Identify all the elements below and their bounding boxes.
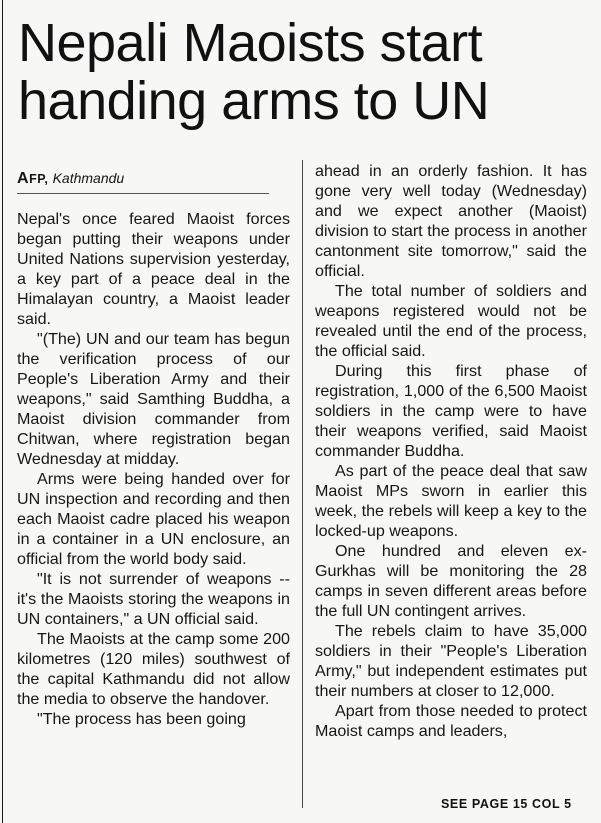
article-paragraph: Arms were being handed over for UN inspection and recording and then each Maoist cadre placed his weapon in a container in a UN enclosure, an official from the world body said. [17,470,290,568]
headline-line-1: Nepali Maoists start [18,13,483,73]
continued-jump-line: SEE PAGE 15 COL 5 [441,797,572,811]
column-divider [302,160,303,808]
article-paragraph: Apart from those needed to protect Maoist camps and leaders, [315,702,587,740]
article-paragraph: The rebels claim to have 35,000 soldiers in their "People's Liberation Army," but independent estimates put their numbers at closer to 12,000. [315,622,587,700]
dateline-agency-rest: FP, [29,172,49,186]
article-paragraph: Nepal's once feared Maoist forces began putting their weapons under United Nations supervision yesterday, a key part of a peace deal in the Himalayan country, a Maoist leader said. [17,210,290,328]
article-paragraph: ahead in an orderly fashion. It has gone very well today (Wednesday) and we expect another (Maoist) division to start the process in another cantonment site tomorrow," said the official. [315,162,587,280]
article-paragraph: As part of the peace deal that saw Maoist MPs sworn in earlier this week, the rebels will keep a key to the locked-up weapons. [315,462,587,540]
article-paragraph: "It is not surrender of weapons -- it's the Maoists storing the weapons in UN containers," a UN official said. [17,570,290,628]
headline-line-2: handing arms to UN [18,71,490,131]
headline [18,14,598,130]
article-paragraph: The Maoists at the camp some 200 kilometres (120 miles) southwest of the capital Kathmandu did not allow the media to observe the handover. [17,630,290,708]
article-paragraph: One hundred and eleven ex-Gurkhas will be monitoring the 28 camps in seven different areas before the full UN contingent arrives. [315,542,587,620]
article-column-left [17,168,290,729]
dateline-agency-initial: A [17,170,30,187]
dateline-place: Kathmandu [52,170,125,186]
article-paragraph: "(The) UN and our team has begun the verification process of our People's Liberation Army and their weapons," said Samthing Buddha, a Maoist division commander from Chitwan, where registration began Wednesday at midday. [17,330,290,468]
article-paragraph: The total number of soldiers and weapons registered would not be revealed until the end of the process, the official said. [315,282,587,360]
article-paragraph: "The process has been going [37,710,246,728]
article-column-right [315,161,587,741]
left-column-rule [2,0,3,823]
dateline-rule [17,193,269,194]
dateline [17,168,290,189]
dateline-agency [17,170,48,187]
article-paragraph: During this first phase of registration, 1,000 of the 6,500 Maoist soldiers in the camp were to have their weapons verified, said Maoist commander Buddha. [315,362,587,460]
